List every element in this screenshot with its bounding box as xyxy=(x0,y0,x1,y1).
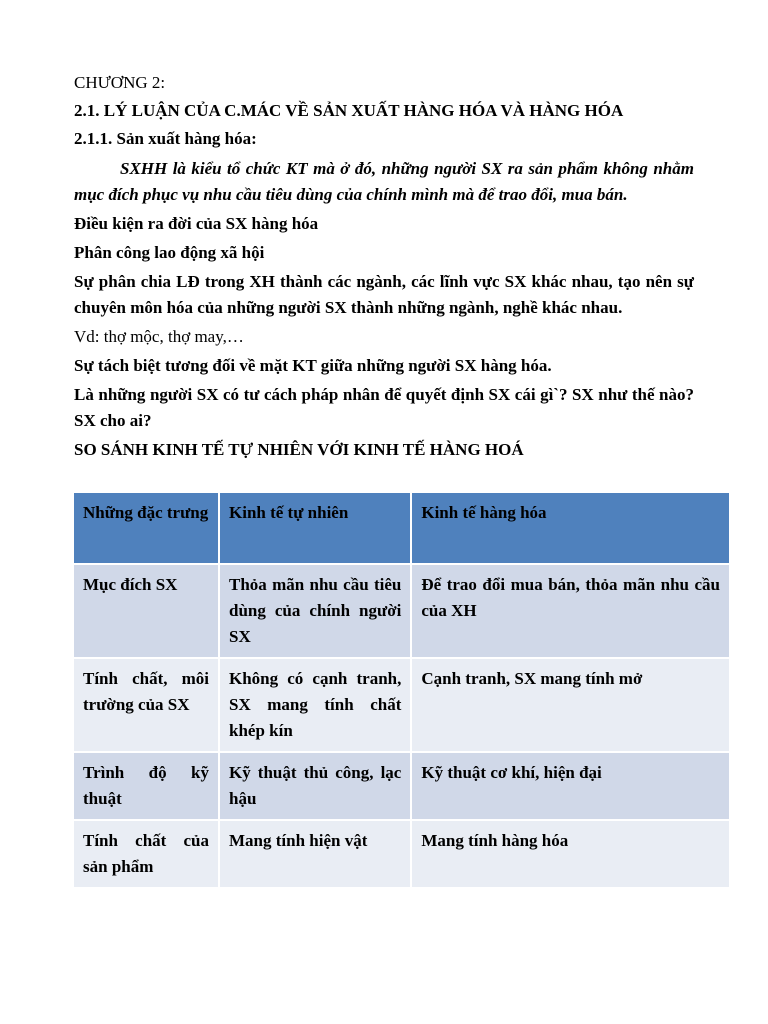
table-cell: Kỹ thuật thủ công, lạc hậu xyxy=(220,753,410,819)
table-cell: Kỹ thuật cơ khí, hiện đại xyxy=(412,753,729,819)
table-header-cell: Những đặc trưng xyxy=(74,493,218,563)
legal-paragraph: Là những người SX có tư cách pháp nhân để quyết định SX cái gì`? SX như thế nào? SX cho ai? xyxy=(74,385,694,430)
table-cell: Để trao đổi mua bán, thỏa mãn nhu cầu của XH xyxy=(412,565,729,657)
document-body xyxy=(74,70,694,469)
example-line: Vd: thợ mộc, thợ may,… xyxy=(74,327,244,346)
table-cell: Tính chất của sản phẩm xyxy=(74,821,218,887)
table-header-cell: Kinh tế hàng hóa xyxy=(412,493,729,563)
table-cell: Mục đích SX xyxy=(74,565,218,657)
table-row xyxy=(74,821,729,887)
table-row xyxy=(74,659,729,751)
table-row xyxy=(74,565,729,657)
table-cell: Mang tính hiện vật xyxy=(220,821,410,887)
table-header-cell: Kinh tế tự nhiên xyxy=(220,493,410,563)
chapter-label: CHƯƠNG 2: xyxy=(74,73,166,92)
section-title: 2.1. LÝ LUẬN CỦA C.MÁC VỀ SẢN XUẤT HÀNG HÓA VÀ HÀNG HÓA xyxy=(74,101,624,120)
table-cell: Không có cạnh tranh, SX mang tính chất khép kín xyxy=(220,659,410,751)
subsection-title: 2.1.1. Sản xuất hàng hóa: xyxy=(74,129,257,148)
separation-paragraph: Sự tách biệt tương đối về mặt KT giữa những người SX hàng hóa. xyxy=(74,356,552,375)
table-cell: Tính chất, môi trường của SX xyxy=(74,659,218,751)
division-paragraph: Sự phân chia LĐ trong XH thành các ngành, các lĩnh vực SX khác nhau, tạo nên sự chuyên môn hóa của những người SX thành những ngành, nghề khác nhau. xyxy=(74,272,694,317)
table-cell: Thỏa mãn nhu cầu tiêu dùng của chính người SX xyxy=(220,565,410,657)
division-heading: Phân công lao động xã hội xyxy=(74,243,265,262)
comparison-table xyxy=(72,491,731,889)
comparison-title: SO SÁNH KINH TẾ TỰ NHIÊN VỚI KINH TẾ HÀNG HOÁ xyxy=(74,440,524,459)
table-cell: Mang tính hàng hóa xyxy=(412,821,729,887)
table-header-row xyxy=(74,493,729,563)
conditions-heading: Điều kiện ra đời của SX hàng hóa xyxy=(74,214,319,233)
table-cell: Cạnh tranh, SX mang tính mở xyxy=(412,659,729,751)
table-cell: Trình độ kỹ thuật xyxy=(74,753,218,819)
definition-paragraph: SXHH là kiểu tổ chức KT mà ở đó, những người SX ra sản phẩm không nhằm mục đích phục vụ nhu cầu tiêu dùng của chính mình mà để trao đổi, mua bán. xyxy=(74,159,694,204)
table-row xyxy=(74,753,729,819)
